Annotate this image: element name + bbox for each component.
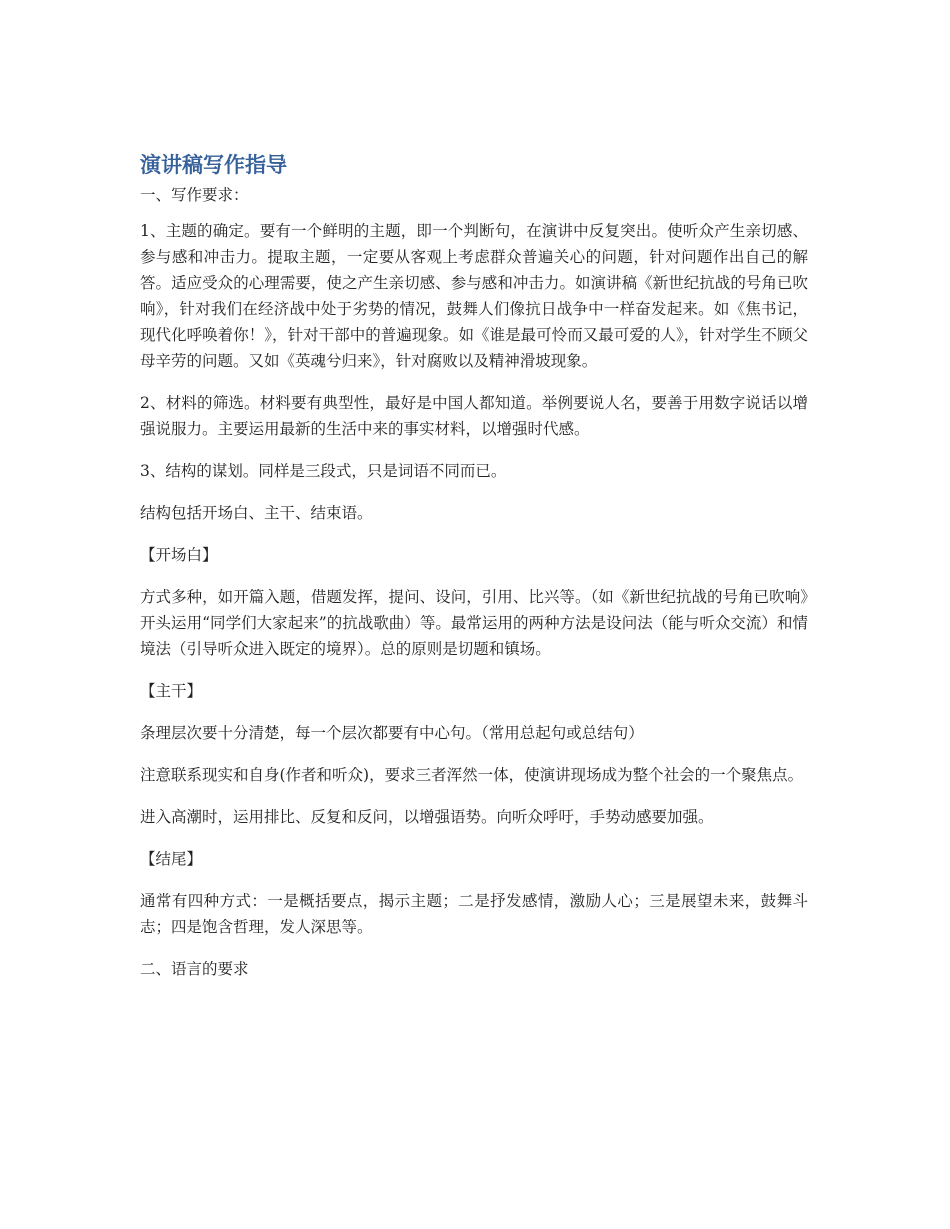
label-ending: 【结尾】 xyxy=(140,850,203,868)
page-title: 演讲稿写作指导 xyxy=(140,153,287,177)
label-main-body: 【主干】 xyxy=(140,682,203,700)
paragraph-main-body-3: 进入高潮时，运用排比、反复和反问，以增强语势。向听众呼吁，手势动感要加强。 xyxy=(140,808,714,826)
paragraph-ending: 通常有四种方式：一是概括要点，揭示主题；二是抒发感情，激励人心；三是展望未来，鼓舞斗志；四是饱含哲理，发人深思等。 xyxy=(140,892,808,936)
paragraph-theme: 1、主题的确定。要有一个鲜明的主题，即一个判断句，在演讲中反复突出。使听众产生亲切感、参与感和冲击力。提取主题，一定要从客观上考虑群众普遍关心的问题，针对问题作出自己的解答。适应受众的心理需要，使之产生亲切感、参与感和冲击力。如演讲稿《新世纪抗战的号角已吹响》，针对我们在经济战中处于劣势的情况，鼓舞人们像抗日战争中一样奋发起来。如《焦书记，现代化呼唤着你！》，针对干部中的普遍现象。如《谁是最可怜而又最可爱的人》，针对学生不顾父母辛劳的问题。又如《英魂兮归来》，针对腐败以及精神滑坡现象。 xyxy=(140,222,808,370)
section-heading-language-requirements: 二、语言的要求 xyxy=(140,960,249,978)
paragraph-opening: 方式多种，如开篇入题，借题发挥，提问、设问，引用、比兴等。（如《新世纪抗战的号角已吹响》开头运用“同学们大家起来”的抗战歌曲）等。最常运用的两种方法是设问法（能与听众交流）和情境法（引导听众进入既定的境界）。总的原则是切题和镇场。 xyxy=(140,588,808,658)
label-opening: 【开场白】 xyxy=(140,546,218,564)
paragraph-main-body-2: 注意联系现实和自身(作者和听众)，要求三者浑然一体，使演讲现场成为整个社会的一个聚焦点。 xyxy=(140,766,804,784)
paragraph-materials: 2、材料的筛选。材料要有典型性，最好是中国人都知道。举例要说人名，要善于用数字说话以增强说服力。主要运用最新的生活中来的事实材料，以增强时代感。 xyxy=(140,394,808,438)
paragraph-structure-parts: 结构包括开场白、主干、结束语。 xyxy=(140,504,373,522)
paragraph-main-body-1: 条理层次要十分清楚，每一个层次都要有中心句。（常用总起句或总结句） xyxy=(140,724,644,742)
section-heading-writing-requirements: 一、写作要求： xyxy=(140,186,249,204)
document-body xyxy=(140,150,808,992)
paragraph-structure: 3、结构的谋划。同样是三段式，只是词语不同而已。 xyxy=(140,462,507,480)
